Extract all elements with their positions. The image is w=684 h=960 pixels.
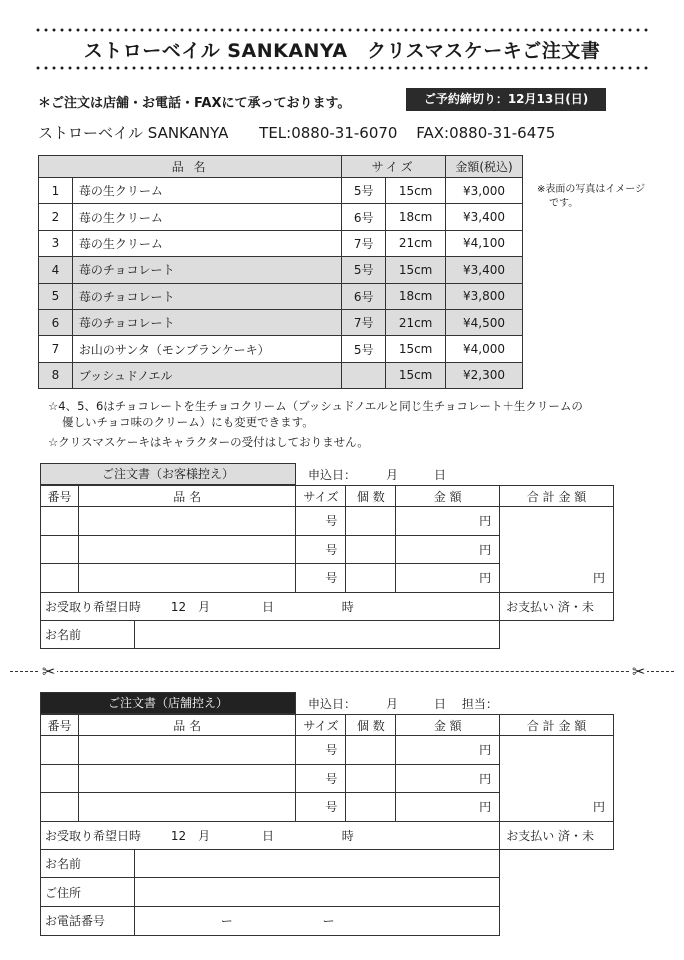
total-cell[interactable]: 円 <box>500 507 614 593</box>
scissors-icon: ✂ <box>632 662 646 681</box>
name-cell[interactable] <box>78 507 296 536</box>
size-cell[interactable]: 号 <box>296 564 346 593</box>
name-cell[interactable] <box>78 736 296 765</box>
size-cell[interactable]: 号 <box>296 535 346 564</box>
note-chocolate <box>48 398 583 430</box>
photo-note-line1: ※表面の写真はイメージ <box>537 184 646 195</box>
product-no: 1 <box>39 178 73 204</box>
pickup-row <box>41 592 614 620</box>
header-name: 品 名 <box>39 156 342 178</box>
col-name: 品 名 <box>78 715 296 736</box>
order-form-store <box>40 692 614 936</box>
address-label: ご住所 <box>41 878 135 907</box>
col-total: 合 計 金 額 <box>500 715 614 736</box>
product-name: 苺の生クリーム <box>72 178 341 204</box>
scissors-icon: ✂ <box>42 662 56 681</box>
order-row <box>41 507 614 536</box>
product-name: 苺の生クリーム <box>72 230 341 256</box>
address-row <box>41 878 614 907</box>
product-table-header <box>39 156 523 178</box>
pickup-hour: 時 <box>341 828 354 843</box>
pickup-month: 12 月 <box>170 599 211 614</box>
no-cell[interactable] <box>41 507 79 536</box>
deadline-badge: ご予約締切り：12月13日(日) <box>406 88 606 111</box>
product-row <box>39 336 523 362</box>
name-label: お名前 <box>41 849 135 878</box>
product-row <box>39 283 523 309</box>
product-name: お山のサンタ（モンブランケーキ） <box>72 336 341 362</box>
size-cell[interactable]: 号 <box>296 793 346 822</box>
product-no: 4 <box>39 257 73 283</box>
product-diameter: 15cm <box>386 362 446 388</box>
product-name: 苺のチョコレート <box>72 283 341 309</box>
col-size: サイズ <box>296 486 346 507</box>
qty-cell[interactable] <box>346 764 396 793</box>
top-dotted-rule <box>34 28 650 32</box>
name-cell[interactable] <box>78 535 296 564</box>
qty-cell[interactable] <box>346 535 396 564</box>
pickup-day: 日 <box>261 599 274 614</box>
pickup-month: 12 月 <box>170 828 211 843</box>
page-title: ストローベイル SANKANYA クリスマスケーキご注文書 <box>83 40 601 62</box>
amount-cell[interactable]: 円 <box>396 764 500 793</box>
empty-cell <box>500 620 614 649</box>
amount-cell[interactable]: 円 <box>396 507 500 536</box>
pickup-day: 日 <box>261 828 274 843</box>
notes <box>48 398 583 454</box>
product-size: 6号 <box>342 204 386 230</box>
product-no: 7 <box>39 336 73 362</box>
store-tel: TEL:0880-31-6070 <box>259 124 398 142</box>
order-row <box>41 736 614 765</box>
col-no: 番号 <box>41 715 79 736</box>
col-name: 品 名 <box>78 486 296 507</box>
title-dotted-rule <box>34 66 650 70</box>
phone-dash: ー <box>322 914 335 929</box>
product-name: ブッシュドノエル <box>72 362 341 388</box>
qty-cell[interactable] <box>346 564 396 593</box>
pickup-hour: 時 <box>341 599 354 614</box>
product-row <box>39 257 523 283</box>
store-fax: FAX:0880-31-6475 <box>416 124 556 142</box>
name-row <box>41 849 614 878</box>
cut-dashed-line <box>10 671 674 672</box>
product-diameter: 15cm <box>386 257 446 283</box>
product-no: 8 <box>39 362 73 388</box>
no-cell[interactable] <box>41 764 79 793</box>
phone-row <box>41 906 614 935</box>
col-total: 合 計 金 額 <box>500 486 614 507</box>
order-form-customer <box>40 463 614 649</box>
product-name: 苺のチョコレート <box>72 257 341 283</box>
no-cell[interactable] <box>41 793 79 822</box>
product-price: ¥2,300 <box>446 362 523 388</box>
product-price: ¥4,500 <box>446 309 523 335</box>
pickup-cell[interactable] <box>41 821 500 849</box>
product-price: ¥4,100 <box>446 230 523 256</box>
phone-input[interactable] <box>134 906 499 935</box>
name-cell[interactable] <box>78 564 296 593</box>
product-diameter: 21cm <box>386 309 446 335</box>
product-size: 5号 <box>342 336 386 362</box>
product-size <box>342 362 386 388</box>
col-amount: 金 額 <box>396 486 500 507</box>
header-size: サイズ <box>342 156 446 178</box>
product-no: 2 <box>39 204 73 230</box>
payment-cell[interactable]: お支払い 済・未 <box>500 592 614 620</box>
pickup-label: お受取り希望日時 <box>45 599 142 614</box>
photo-note <box>537 183 667 211</box>
product-diameter: 18cm <box>386 283 446 309</box>
store-info <box>38 122 581 143</box>
phone-dash: ー <box>220 914 233 929</box>
product-name: 苺の生クリーム <box>72 204 341 230</box>
amount-cell[interactable]: 円 <box>396 793 500 822</box>
amount-cell[interactable]: 円 <box>396 564 500 593</box>
col-size: サイズ <box>296 715 346 736</box>
pickup-row <box>41 821 614 849</box>
payment-cell[interactable]: お支払い 済・未 <box>500 821 614 849</box>
product-row <box>39 362 523 388</box>
product-diameter: 15cm <box>386 336 446 362</box>
order-table <box>40 714 614 936</box>
form-label: ご注文書（お客様控え） <box>40 463 296 485</box>
name-cell[interactable] <box>78 793 296 822</box>
note-chocolate-line1: ☆4、5、6はチョコレートを生チョコクリーム（ブッシュドノエルと同じ生チョコレート＋生クリームの <box>48 399 583 413</box>
product-size: 6号 <box>342 283 386 309</box>
product-diameter: 21cm <box>386 230 446 256</box>
product-size: 5号 <box>342 178 386 204</box>
product-name: 苺のチョコレート <box>72 309 341 335</box>
photo-note-line2: です。 <box>549 198 579 209</box>
qty-cell[interactable] <box>346 507 396 536</box>
qty-cell[interactable] <box>346 736 396 765</box>
product-size: 7号 <box>342 230 386 256</box>
no-cell[interactable] <box>41 564 79 593</box>
product-price: ¥3,400 <box>446 204 523 230</box>
product-price: ¥3,400 <box>446 257 523 283</box>
pickup-cell[interactable] <box>41 592 500 620</box>
product-row <box>39 309 523 335</box>
no-cell[interactable] <box>41 736 79 765</box>
empty-cell <box>500 906 614 935</box>
col-qty: 個 数 <box>346 715 396 736</box>
cut-line <box>10 662 674 681</box>
note-character: ☆クリスマスケーキはキャラクターの受付はしておりません。 <box>48 435 369 449</box>
order-table <box>40 485 614 649</box>
product-row <box>39 178 523 204</box>
size-cell[interactable]: 号 <box>296 764 346 793</box>
size-cell[interactable]: 号 <box>296 507 346 536</box>
product-diameter: 18cm <box>386 204 446 230</box>
no-cell[interactable] <box>41 535 79 564</box>
store-name: ストローベイル SANKANYA <box>38 124 229 142</box>
address-input[interactable] <box>134 878 499 907</box>
total-cell[interactable]: 円 <box>500 736 614 822</box>
product-size: 7号 <box>342 309 386 335</box>
name-cell[interactable] <box>78 764 296 793</box>
product-no: 5 <box>39 283 73 309</box>
product-no: 3 <box>39 230 73 256</box>
product-diameter: 15cm <box>386 178 446 204</box>
product-table <box>38 155 523 389</box>
order-notice: ＊ご注文は店舗・お電話・FAXにて承っております。 <box>38 96 351 111</box>
product-size: 5号 <box>342 257 386 283</box>
application-date: 申込日： 月 日 <box>308 468 447 482</box>
application-date: 申込日： 月 日 担当： <box>308 697 498 711</box>
header-price: 金額(税込) <box>446 156 523 178</box>
note-chocolate-line2: 優しいチョコ味のクリーム）にも変更できます。 <box>62 415 314 429</box>
qty-cell[interactable] <box>346 793 396 822</box>
name-row <box>41 620 614 649</box>
amount-cell[interactable]: 円 <box>396 736 500 765</box>
product-row <box>39 204 523 230</box>
name-input[interactable] <box>134 849 499 878</box>
empty-cell <box>500 849 614 878</box>
product-row <box>39 230 523 256</box>
product-price: ¥4,000 <box>446 336 523 362</box>
col-qty: 個 数 <box>346 486 396 507</box>
product-no: 6 <box>39 309 73 335</box>
pickup-label: お受取り希望日時 <box>45 828 142 843</box>
form-label: ご注文書（店舗控え） <box>40 692 296 714</box>
col-no: 番号 <box>41 486 79 507</box>
product-price: ¥3,800 <box>446 283 523 309</box>
name-label: お名前 <box>41 620 135 649</box>
phone-label: お電話番号 <box>41 906 135 935</box>
empty-cell <box>500 878 614 907</box>
col-amount: 金 額 <box>396 715 500 736</box>
product-price: ¥3,000 <box>446 178 523 204</box>
amount-cell[interactable]: 円 <box>396 535 500 564</box>
name-input[interactable] <box>134 620 499 649</box>
size-cell[interactable]: 号 <box>296 736 346 765</box>
